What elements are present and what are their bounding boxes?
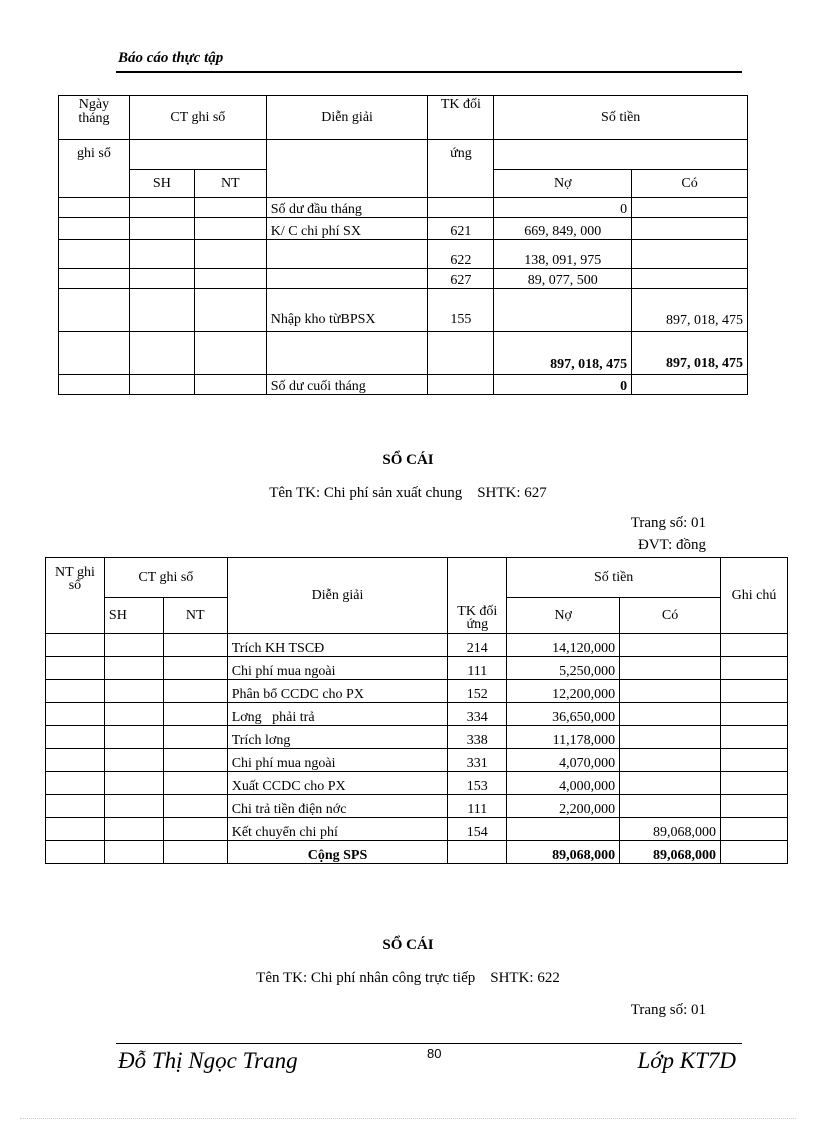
header-sh: SH	[104, 598, 163, 634]
table-row	[59, 289, 748, 332]
total-row	[46, 841, 788, 864]
header-description-blank	[266, 140, 428, 198]
table-row	[46, 818, 788, 841]
row-debit: 0	[494, 375, 632, 395]
row-credit: 89,068,000	[620, 818, 721, 841]
header-amount: Số tiền	[494, 96, 748, 140]
table-row	[59, 198, 748, 218]
row-description: Chi trả tiền điện nớc	[227, 795, 448, 818]
row-debit: 14,120,000	[507, 634, 620, 657]
row-description	[266, 332, 428, 375]
row-account	[428, 198, 494, 218]
row-description: Trích KH TSCĐ	[227, 634, 448, 657]
row-credit	[620, 772, 721, 795]
row-account: 111	[448, 795, 507, 818]
header-nt: NT	[194, 170, 266, 198]
total-label: Cộng SPS	[227, 841, 448, 864]
header-ct: CT ghi sổ	[129, 96, 266, 140]
row-credit	[632, 198, 748, 218]
header-credit: Có	[620, 598, 721, 634]
row-credit	[632, 375, 748, 395]
row-credit	[632, 218, 748, 240]
row-credit	[620, 749, 721, 772]
header-description: Diễn giải	[266, 96, 428, 140]
row-debit: 138, 091, 975	[494, 240, 632, 269]
table-row	[46, 703, 788, 726]
row-account: 334	[448, 703, 507, 726]
header-ct-blank	[129, 140, 266, 170]
row-account: 152	[448, 680, 507, 703]
row-credit	[620, 726, 721, 749]
row-description: Số dư cuối tháng	[266, 375, 428, 395]
row-account: 627	[428, 269, 494, 289]
header-nt: NT ghi sổ	[46, 558, 105, 634]
row-account	[428, 332, 494, 375]
table-row	[46, 634, 788, 657]
ledger-title-2: SỔ CÁI	[382, 937, 434, 953]
row-debit: 12,200,000	[507, 680, 620, 703]
row-debit-total: 897, 018, 475	[494, 332, 632, 375]
row-credit-total: 897, 018, 475	[632, 332, 748, 375]
header-account: TK đối	[428, 96, 494, 140]
total-credit: 89,068,000	[620, 841, 721, 864]
row-credit	[632, 240, 748, 269]
row-description: K/ C chi phí SX	[266, 218, 428, 240]
header-debit: Nợ	[494, 170, 632, 198]
table-row	[59, 218, 748, 240]
row-credit	[632, 269, 748, 289]
footer-author: Đỗ Thị Ngọc Trang	[118, 1048, 298, 1073]
header-ct: CT ghi sổ	[104, 558, 227, 598]
row-account: 154	[448, 818, 507, 841]
row-description	[266, 269, 428, 289]
row-debit: 36,650,000	[507, 703, 620, 726]
row-account: 111	[448, 657, 507, 680]
table-row	[46, 749, 788, 772]
footer-class: Lớp KT7D	[637, 1048, 736, 1073]
header-amount-blank	[494, 140, 748, 170]
row-description: Kết chuyển chi phí	[227, 818, 448, 841]
header-note: Ghi chú	[721, 558, 788, 634]
ledger-table-627	[45, 557, 788, 864]
page-edge	[20, 1118, 796, 1119]
table-row	[59, 375, 748, 395]
ledger-subtitle-2: Tên TK: Chi phí nhân công trực tiếp SHTK: 622	[256, 970, 560, 986]
footer-page-number: 80	[427, 1046, 442, 1061]
row-credit	[620, 795, 721, 818]
ledger-page-number-2: Trang số: 01	[630, 1002, 706, 1018]
ledger-title: SỔ CÁI	[382, 452, 434, 468]
row-debit: 5,250,000	[507, 657, 620, 680]
row-description: Lơng phải trả	[227, 703, 448, 726]
row-description	[266, 240, 428, 269]
row-account: 622	[428, 240, 494, 269]
report-header-title: Báo cáo thực tập	[118, 50, 224, 66]
header-date-2: ghi sổ	[59, 140, 130, 198]
row-debit	[494, 289, 632, 332]
header-description: Diễn giải	[227, 558, 448, 634]
row-description: Trích lơng	[227, 726, 448, 749]
row-description: Chi phí mua ngoài	[227, 657, 448, 680]
table-row	[46, 772, 788, 795]
header-account-2: ứng	[428, 140, 494, 198]
row-debit: 4,070,000	[507, 749, 620, 772]
row-debit: 2,200,000	[507, 795, 620, 818]
row-credit: 897, 018, 475	[632, 289, 748, 332]
total-debit: 89,068,000	[507, 841, 620, 864]
row-account: 338	[448, 726, 507, 749]
row-credit	[620, 680, 721, 703]
header-account: TK đối ứng	[448, 558, 507, 634]
row-description: Nhập kho từBPSX	[266, 289, 428, 332]
ledger-unit: ĐVT: đồng	[638, 537, 706, 553]
ledger-page-number: Trang số: 01	[630, 515, 706, 531]
header-debit: Nợ	[507, 598, 620, 634]
table-row	[59, 332, 748, 375]
table-row	[46, 680, 788, 703]
row-account: 331	[448, 749, 507, 772]
row-debit	[507, 818, 620, 841]
table-row	[59, 269, 748, 289]
row-description: Xuất CCDC cho PX	[227, 772, 448, 795]
row-credit	[620, 703, 721, 726]
table-row	[59, 240, 748, 269]
row-description: Số dư đầu tháng	[266, 198, 428, 218]
row-debit: 11,178,000	[507, 726, 620, 749]
header-sh: SH	[129, 170, 194, 198]
row-debit: 4,000,000	[507, 772, 620, 795]
row-credit	[620, 657, 721, 680]
row-debit: 669, 849, 000	[494, 218, 632, 240]
header-credit: Có	[632, 170, 748, 198]
table-row	[46, 657, 788, 680]
row-debit: 0	[494, 198, 632, 218]
table-row	[46, 726, 788, 749]
header-nt2: NT	[163, 598, 227, 634]
footer-divider	[116, 1043, 742, 1044]
row-account: 621	[428, 218, 494, 240]
header-divider	[116, 71, 742, 73]
row-credit	[620, 634, 721, 657]
row-debit: 89, 077, 500	[494, 269, 632, 289]
row-account	[428, 375, 494, 395]
ledger-table-1	[58, 95, 748, 395]
header-date: Ngày tháng	[59, 96, 130, 140]
ledger-subtitle: Tên TK: Chi phí sản xuất chung SHTK: 627	[269, 485, 547, 501]
row-account: 153	[448, 772, 507, 795]
row-account: 214	[448, 634, 507, 657]
table-row	[46, 795, 788, 818]
row-description: Chi phí mua ngoài	[227, 749, 448, 772]
row-account: 155	[428, 289, 494, 332]
row-description: Phân bổ CCDC cho PX	[227, 680, 448, 703]
header-amount: Số tiền	[507, 558, 721, 598]
